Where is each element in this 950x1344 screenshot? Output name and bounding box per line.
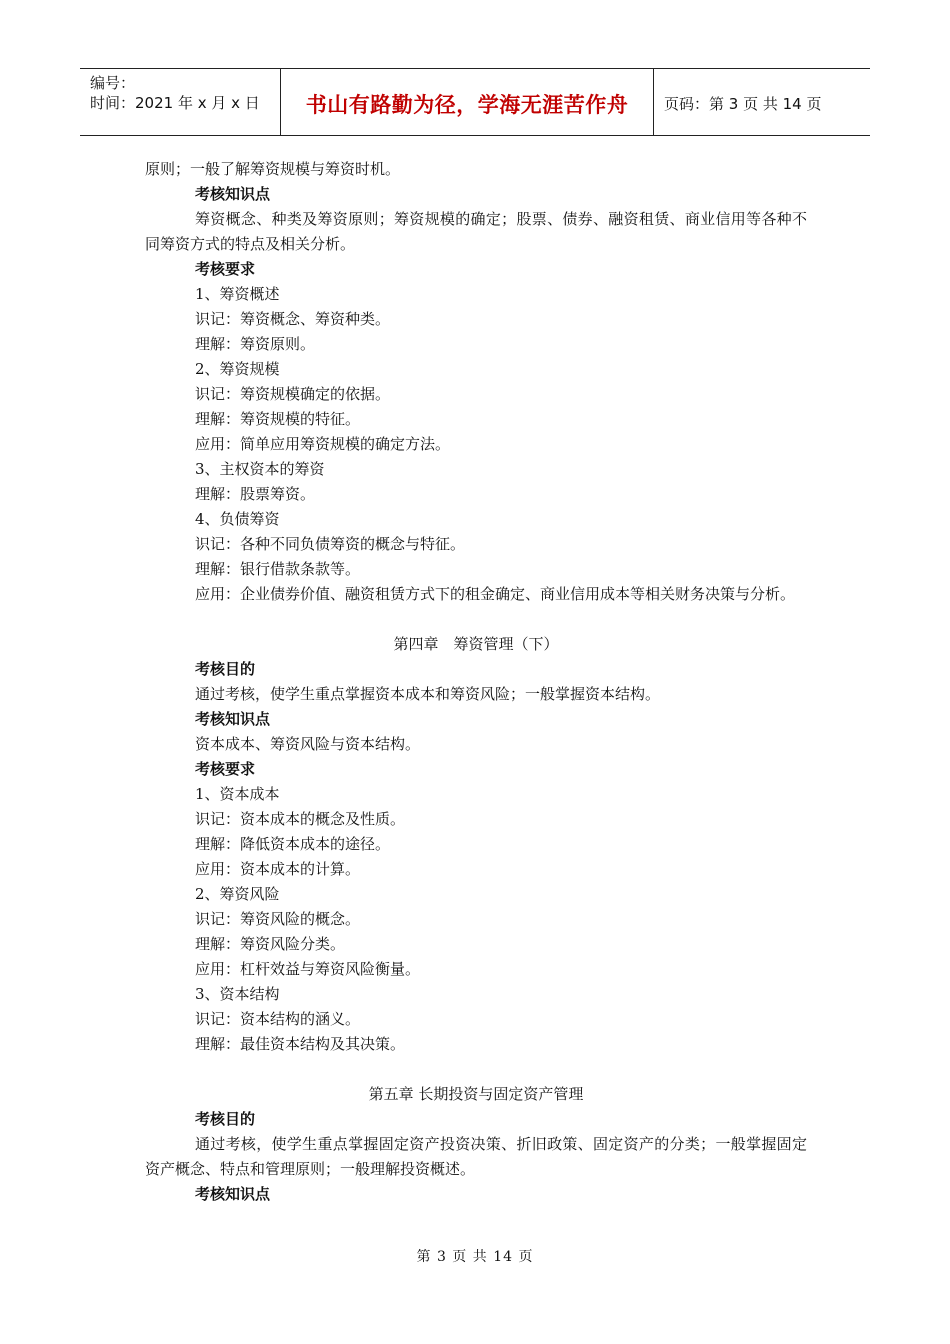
list-item: 理解：银行借款条款等。 (195, 560, 361, 578)
section-heading: 考核目的 (195, 1110, 256, 1128)
section-heading: 考核知识点 (195, 710, 271, 728)
list-item: 3、资本结构 (195, 985, 280, 1003)
document-body (145, 157, 807, 1207)
paragraph-line: 原则；一般了解筹资规模与筹资时机。 (145, 160, 401, 178)
list-item: 应用：简单应用筹资规模的确定方法。 (195, 435, 451, 453)
header-motto: 书山有路勤为径，学海无涯苦作舟 (305, 93, 629, 117)
paragraph: 通过考核，使学生重点掌握固定资产投资决策、折旧政策、固定资产的分类；一般掌握固定资产概念、特点和管理原则；一般理解投资概述。 (145, 1135, 807, 1178)
page-header (80, 68, 870, 136)
page-footer (0, 1246, 950, 1266)
paragraph-line: 资本成本、筹资风险与资本结构。 (195, 735, 421, 753)
paragraph: 应用：企业债券价值、融资租赁方式下的租金确定、商业信用成本等相关财务决策与分析。 (195, 585, 796, 603)
list-item: 理解：股票筹资。 (195, 485, 316, 503)
list-item: 3、主权资本的筹资 (195, 460, 325, 478)
list-item: 1、筹资概述 (195, 285, 280, 303)
paragraph: 筹资概念、种类及筹资原则；筹资规模的确定；股票、债券、融资租赁、商业信用等各种不同筹资方式的特点及相关分析。 (145, 210, 807, 253)
list-item: 识记：资本结构的涵义。 (195, 1010, 361, 1028)
chapter-title: 第五章 长期投资与固定资产管理 (368, 1085, 584, 1103)
list-item: 理解：筹资规模的特征。 (195, 410, 361, 428)
header-page-number: 页码：第 3 页 共 14 页 (664, 94, 822, 113)
document-number-label: 编号： (90, 74, 136, 92)
footer-page-number: 第 3 页 共 14 页 (416, 1249, 534, 1265)
list-item: 2、筹资风险 (195, 885, 280, 903)
header-motto-cell (281, 69, 654, 135)
list-item: 识记：筹资规模确定的依据。 (195, 385, 391, 403)
section-heading: 考核要求 (195, 260, 256, 278)
header-page-cell (654, 69, 870, 135)
list-item: 理解：最佳资本结构及其决策。 (195, 1035, 406, 1053)
chapter-title: 第四章 筹资管理（下） (393, 635, 559, 653)
list-item: 识记：筹资风险的概念。 (195, 910, 361, 928)
section-heading: 考核知识点 (195, 185, 271, 203)
list-item: 4、负债筹资 (195, 510, 280, 528)
section-heading: 考核知识点 (195, 1185, 271, 1203)
list-item: 应用：杠杆效益与筹资风险衡量。 (195, 960, 421, 978)
blank-line (145, 1057, 807, 1082)
header-info-cell (80, 69, 281, 135)
section-heading: 考核要求 (195, 760, 256, 778)
list-item: 识记：资本成本的概念及性质。 (195, 810, 406, 828)
list-item: 2、筹资规模 (195, 360, 280, 378)
list-item: 应用：资本成本的计算。 (195, 860, 361, 878)
list-item: 理解：降低资本成本的途径。 (195, 835, 391, 853)
list-item: 1、资本成本 (195, 785, 280, 803)
list-item: 理解：筹资风险分类。 (195, 935, 346, 953)
list-item: 识记：筹资概念、筹资种类。 (195, 310, 391, 328)
document-date: 时间：2021 年 x 月 x 日 (90, 94, 260, 112)
section-heading: 考核目的 (195, 660, 256, 678)
paragraph-line: 通过考核，使学生重点掌握资本成本和筹资风险；一般掌握资本结构。 (195, 685, 661, 703)
list-item: 理解：筹资原则。 (195, 335, 316, 353)
blank-line (145, 607, 807, 632)
list-item: 识记：各种不同负债筹资的概念与特征。 (195, 535, 466, 553)
